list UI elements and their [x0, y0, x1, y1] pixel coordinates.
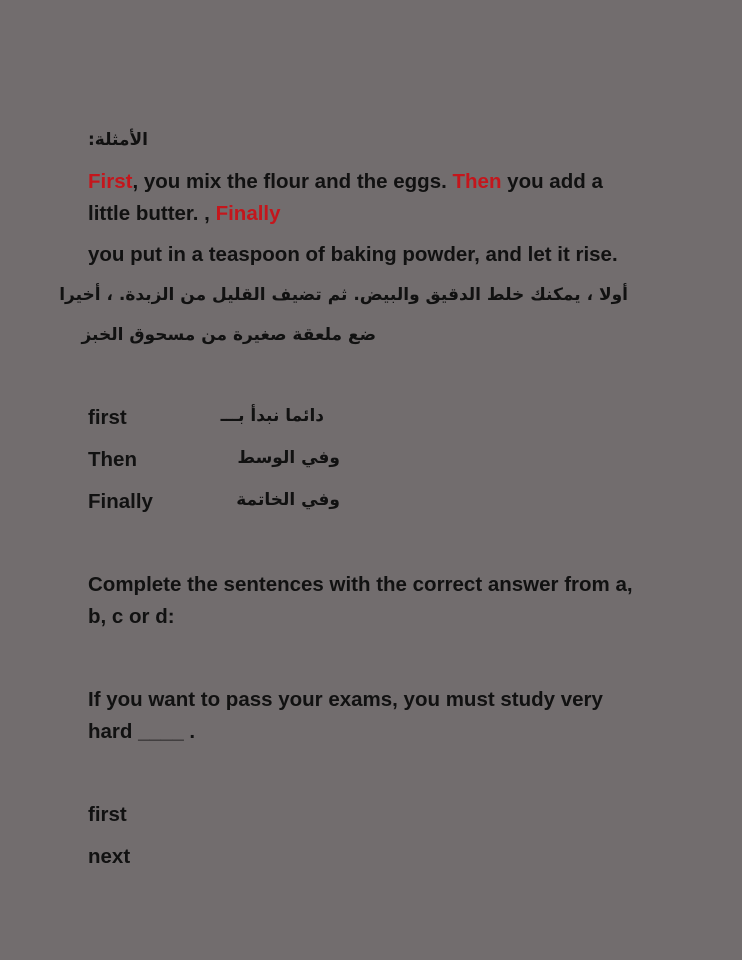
question-line-2: hard ____ .: [88, 720, 196, 743]
example-line-3: you put in a teaspoon of baking powder, and let it rise.: [88, 243, 618, 266]
vocab-en-then: Then: [88, 448, 137, 471]
vocab-ar-finally: وفي الخاتمة: [236, 490, 340, 510]
instruction-line-1: Complete the sentences with the correct answer from a,: [88, 573, 633, 596]
example-text: you add a: [501, 170, 603, 193]
keyword-finally: Finally: [215, 202, 281, 225]
vocab-ar-then: وفي الوسط: [237, 448, 340, 468]
example-text: little butter. ,: [88, 202, 216, 225]
example-line-2: [88, 201, 281, 227]
example-line-1: [88, 169, 603, 195]
arabic-translation-line-2: ضع ملعقة صغيرة من مسحوق الخبز: [81, 325, 376, 345]
option-next: next: [88, 845, 131, 868]
arabic-translation-line-1: أولا ، يمكنك خلط الدقيق والبيض. ثم تضيف القليل من الزبدة. ، أخيرا: [59, 285, 628, 305]
arabic-heading: الأمثلة:: [88, 130, 148, 150]
instruction-line-2: b, c or d:: [88, 605, 175, 628]
vocab-en-first: first: [88, 406, 127, 429]
keyword-first: First: [88, 170, 133, 193]
question-line-1: If you want to pass your exams, you must study very: [88, 688, 603, 711]
vocab-en-finally: Finally: [88, 490, 153, 513]
option-first: first: [88, 803, 127, 826]
keyword-then: Then: [452, 170, 502, 193]
example-text: , you mix the flour and the eggs.: [132, 170, 453, 193]
vocab-ar-first: دائما نبدأ بـــ: [220, 406, 324, 426]
